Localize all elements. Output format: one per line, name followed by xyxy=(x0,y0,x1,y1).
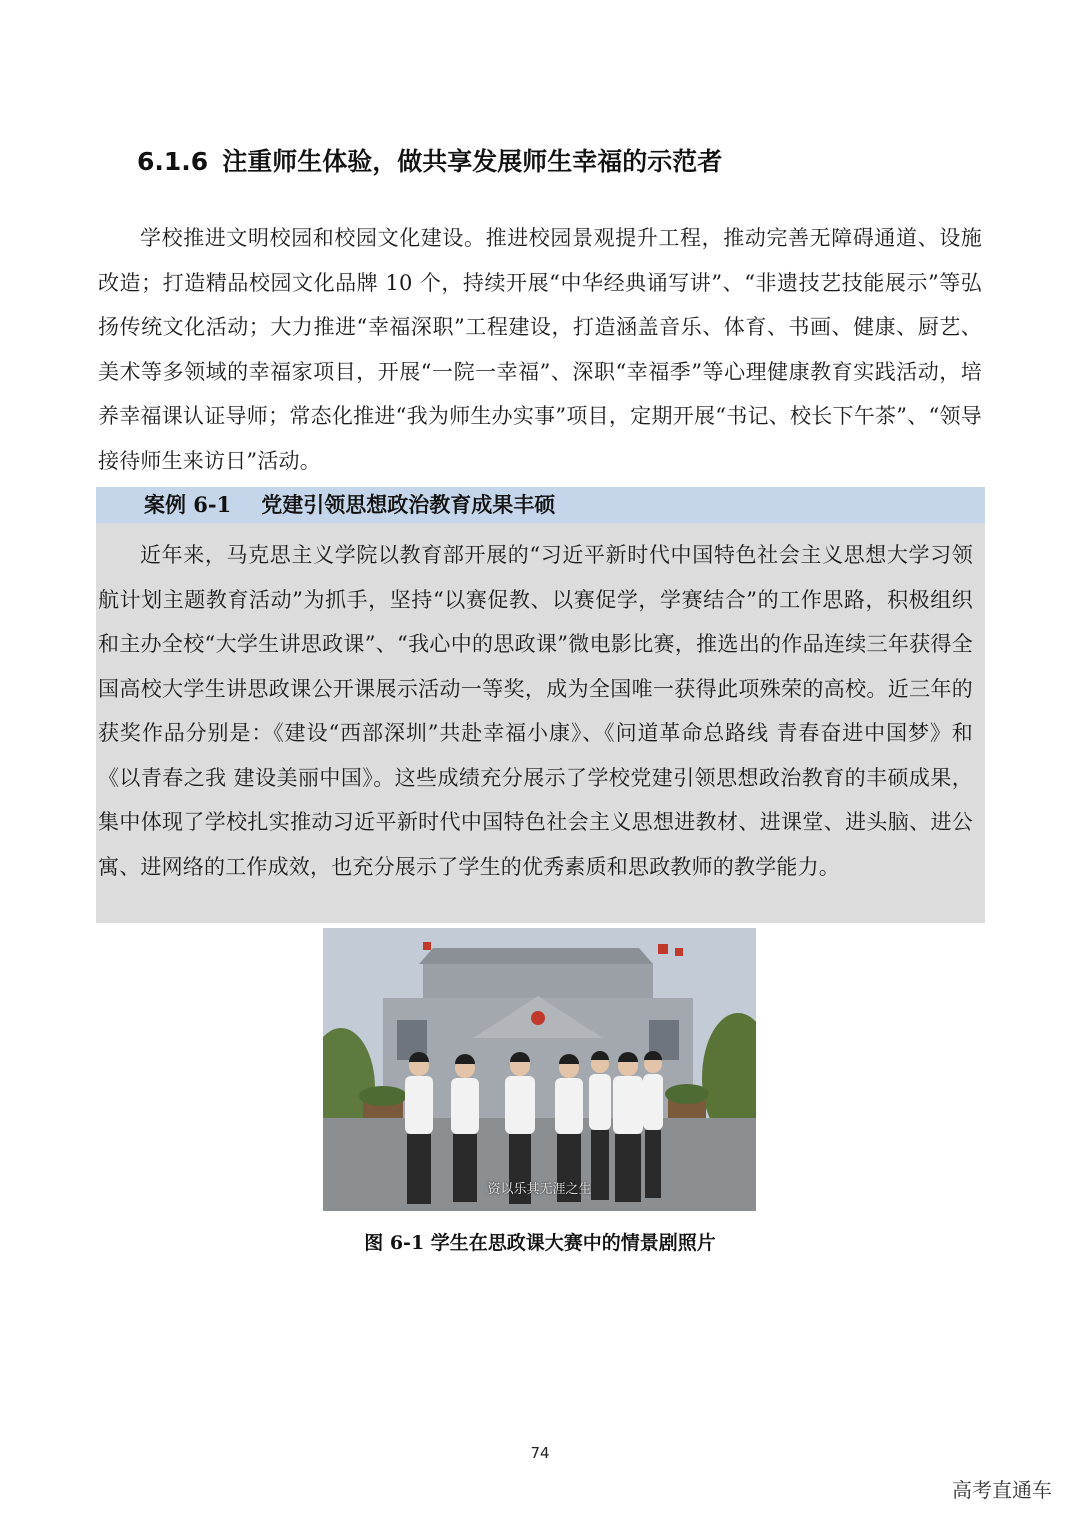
page-number: 74 xyxy=(530,1444,550,1462)
intro-paragraph: 学校推进文明校园和校园文化建设。推进校园景观提升工程，推动完善无障碍通道、设施改造；打造精品校园文化品牌 10 个，持续开展“中华经典诵写讲”、“非遗技艺技能展示”等弘扬传统文化活动；大力推进“幸福深职”工程建设，打造涵盖音乐、体育、书画、健康、厨艺、美术等多领域的幸福家项目，开展“一院一幸福”、深职“幸福季”等心理健康教育实践活动，培养幸福课认证导师；常态化推进“我为师生办实事”项目，定期开展“书记、校长下午茶”、“领导接待师生来访日”活动。 xyxy=(98,226,982,473)
case-body: 近年来，马克思主义学院以教育部开展的“习近平新时代中国特色社会主义思想大学习领航计划主题教育活动”为抓手，坚持“以赛促教、以赛促学，学赛结合”的工作思路，积极组织和主办全校“大学生讲思政课”、“我心中的思政课”微电影比赛，推选出的作品连续三年获得全国高校大学生讲思政课公开课展示活动一等奖，成为全国唯一获得此项殊荣的高校。近三年的获奖作品分别是：《建设“西部深圳”共赴幸福小康》、《问道革命总路线 青春奋进中国梦》和《以青春之我 建设美丽中国》。这些成绩充分展示了学校党建引领思想政治教育的丰硕成果，集中体现了学校扎实推动习近平新时代中国特色社会主义思想进教材、进课堂、进头脑、进公寓、进网络的工作成效，也充分展示了学生的优秀素质和思政教师的教学能力。 xyxy=(98,543,973,879)
case-box xyxy=(96,487,985,923)
watermark: 高考直通车 xyxy=(952,1478,1052,1502)
figure-photo xyxy=(323,928,756,1211)
case-title-bar xyxy=(96,487,985,523)
case-title: 党建引领思想政治教育成果丰硕 xyxy=(261,492,556,517)
photo-illustration xyxy=(323,928,756,1211)
case-label: 案例 6-1 xyxy=(144,492,232,517)
figure-caption: 图 6-1 学生在思政课大赛中的情景剧照片 xyxy=(364,1232,716,1254)
section-heading xyxy=(137,142,997,182)
section-title: 注重师生体验，做共享发展师生幸福的示范者 xyxy=(222,147,723,176)
photo-subtitle: 资以乐其无涯之生 xyxy=(487,1182,592,1197)
section-number: 6.1.6 xyxy=(137,147,209,176)
